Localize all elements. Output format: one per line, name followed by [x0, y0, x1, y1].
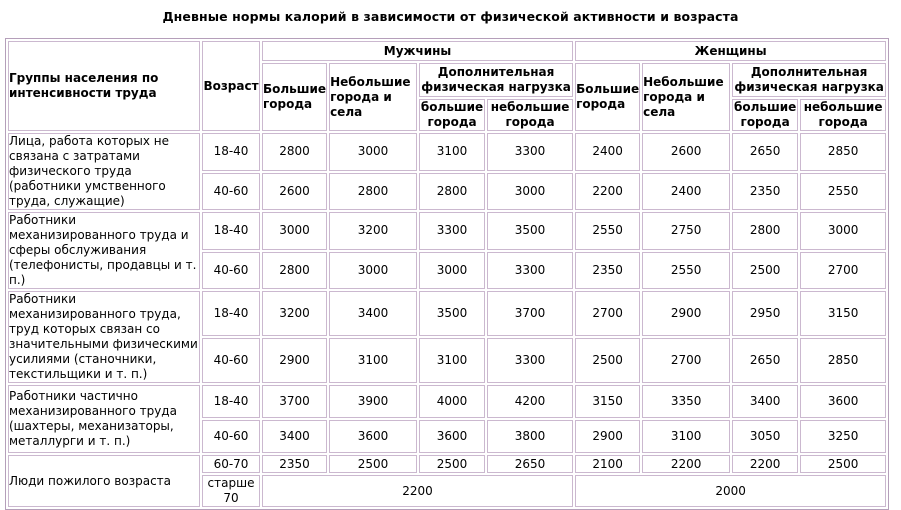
calorie-cell: 2800 — [262, 133, 327, 171]
table-row — [8, 455, 886, 473]
calorie-cell: 4200 — [487, 385, 573, 418]
calorie-cell: 3500 — [419, 291, 485, 336]
calorie-cell: 2500 — [732, 252, 798, 290]
calorie-cell: 2350 — [575, 252, 640, 290]
calorie-cell: 3000 — [329, 133, 417, 171]
calorie-cell: 3400 — [262, 420, 327, 453]
age-cell: 60-70 — [202, 455, 260, 473]
calorie-cell: 2500 — [800, 455, 886, 473]
column-header-women-big-cities: Большие города — [575, 63, 640, 131]
calorie-cell: 3300 — [487, 133, 573, 171]
calorie-cell: 3900 — [329, 385, 417, 418]
header-row-1 — [8, 41, 886, 61]
column-header-women-extra-big: большие города — [733, 100, 797, 129]
column-header-groups: Группы населения по интенсивности труда — [8, 41, 200, 131]
group-label: Лица, работа которых не связана с затратами физического труда (работники умственного труда, служащие) — [8, 133, 200, 210]
calorie-cell: 2950 — [732, 291, 798, 336]
group-label: Работники механизированного труда и сферы обслуживания (телефонисты, продавцы и т. п.) — [8, 212, 200, 289]
calorie-cell: 2900 — [262, 338, 327, 383]
column-header-men-big-cities: Большие города — [262, 63, 327, 131]
calorie-cell: 4000 — [419, 385, 485, 418]
calorie-cell-men-merged: 2200 — [262, 475, 573, 507]
calorie-cell: 2900 — [642, 291, 730, 336]
calorie-cell: 2700 — [642, 338, 730, 383]
calorie-cell: 2800 — [329, 173, 417, 211]
calorie-cell: 2100 — [575, 455, 640, 473]
calorie-cell: 3600 — [329, 420, 417, 453]
calorie-cell: 3050 — [732, 420, 798, 453]
calorie-cell: 3150 — [575, 385, 640, 418]
group-label: Работники механизированного труда, труд которых связан со значительными физическими усилиями (станочники, текстильщики и т. п.) — [8, 291, 200, 383]
calorie-cell: 2400 — [575, 133, 640, 171]
calorie-cell: 2700 — [575, 291, 640, 336]
calorie-cell: 2900 — [575, 420, 640, 453]
column-header-men-small-towns: Небольшие города и села — [329, 63, 417, 131]
calorie-cell: 2500 — [329, 455, 417, 473]
calorie-cell: 2500 — [419, 455, 485, 473]
age-cell: старше 70 — [202, 475, 260, 507]
calorie-cell: 2600 — [642, 133, 730, 171]
table-row — [8, 212, 886, 250]
calorie-cell: 2200 — [642, 455, 730, 473]
table-body — [8, 41, 886, 507]
calorie-cell: 2550 — [800, 173, 886, 211]
calorie-cell: 2850 — [800, 338, 886, 383]
calorie-cell: 3300 — [419, 212, 485, 250]
column-header-men-extra-small: небольшие города — [487, 99, 573, 131]
calorie-cell-women-merged: 2000 — [575, 475, 886, 507]
age-cell: 18-40 — [202, 385, 260, 418]
column-header-men: Мужчины — [262, 41, 573, 61]
age-cell: 40-60 — [202, 173, 260, 211]
calorie-cell: 2700 — [800, 252, 886, 290]
calorie-cell: 2350 — [262, 455, 327, 473]
calorie-cell: 2650 — [732, 133, 798, 171]
calorie-cell: 2200 — [575, 173, 640, 211]
calorie-cell: 2200 — [732, 455, 798, 473]
calorie-cell: 3250 — [800, 420, 886, 453]
page-title: Дневные нормы калорий в зависимости от физической активности и возраста — [162, 9, 739, 24]
age-cell: 40-60 — [202, 338, 260, 383]
column-header-age: Возраст — [202, 41, 260, 131]
calorie-cell: 3100 — [419, 338, 485, 383]
age-cell: 18-40 — [202, 291, 260, 336]
calorie-cell: 3800 — [487, 420, 573, 453]
calorie-cell: 2650 — [732, 338, 798, 383]
calorie-cell: 3150 — [800, 291, 886, 336]
calorie-cell: 3000 — [800, 212, 886, 250]
table-row — [8, 291, 886, 336]
column-header-women-small-towns: Небольшие города и села — [642, 63, 730, 131]
calorie-norms-table — [5, 38, 889, 510]
calorie-cell: 3200 — [262, 291, 327, 336]
table-row — [8, 385, 886, 418]
age-cell: 18-40 — [202, 133, 260, 171]
calorie-cell: 3350 — [642, 385, 730, 418]
age-cell: 40-60 — [202, 420, 260, 453]
calorie-cell: 3400 — [732, 385, 798, 418]
calorie-cell: 3500 — [487, 212, 573, 250]
calorie-cell: 3000 — [262, 212, 327, 250]
calorie-cell: 2500 — [575, 338, 640, 383]
calorie-cell: 2750 — [642, 212, 730, 250]
column-header-men-extra-big: большие города — [420, 100, 484, 129]
calorie-cell: 3000 — [487, 173, 573, 211]
group-label-elderly: Люди пожилого возраста — [8, 455, 200, 507]
age-cell: 18-40 — [202, 212, 260, 250]
table-row — [8, 133, 886, 171]
calorie-cell: 3700 — [262, 385, 327, 418]
calorie-cell: 3600 — [800, 385, 886, 418]
calorie-cell: 2800 — [262, 252, 327, 290]
calorie-cell: 3200 — [329, 212, 417, 250]
calorie-cell: 2550 — [642, 252, 730, 290]
age-cell: 40-60 — [202, 252, 260, 290]
calorie-cell: 3600 — [419, 420, 485, 453]
calorie-cell: 2850 — [800, 133, 886, 171]
column-header-women-extra-small: небольшие города — [800, 99, 886, 131]
calorie-cell: 2350 — [732, 173, 798, 211]
calorie-cell: 3300 — [487, 338, 573, 383]
calorie-cell: 2400 — [642, 173, 730, 211]
calorie-cell: 2800 — [419, 173, 485, 211]
calorie-cell: 3000 — [419, 252, 485, 290]
calorie-cell: 2650 — [487, 455, 573, 473]
calorie-cell: 3100 — [642, 420, 730, 453]
column-header-women: Женщины — [575, 41, 886, 61]
calorie-cell: 3100 — [329, 338, 417, 383]
calorie-cell: 3400 — [329, 291, 417, 336]
calorie-cell: 2550 — [575, 212, 640, 250]
calorie-cell: 3000 — [329, 252, 417, 290]
column-header-women-extra-load: Дополнительная физическая нагрузка — [732, 63, 886, 97]
column-header-men-extra-load: Дополнительная физическая нагрузка — [419, 63, 573, 97]
calorie-cell: 3100 — [419, 133, 485, 171]
calorie-cell: 3300 — [487, 252, 573, 290]
calorie-cell: 3700 — [487, 291, 573, 336]
calorie-cell: 2600 — [262, 173, 327, 211]
calorie-cell: 2800 — [732, 212, 798, 250]
group-label: Работники частично механизированного труда (шахтеры, механизаторы, металлурги и т. п.) — [8, 385, 200, 453]
